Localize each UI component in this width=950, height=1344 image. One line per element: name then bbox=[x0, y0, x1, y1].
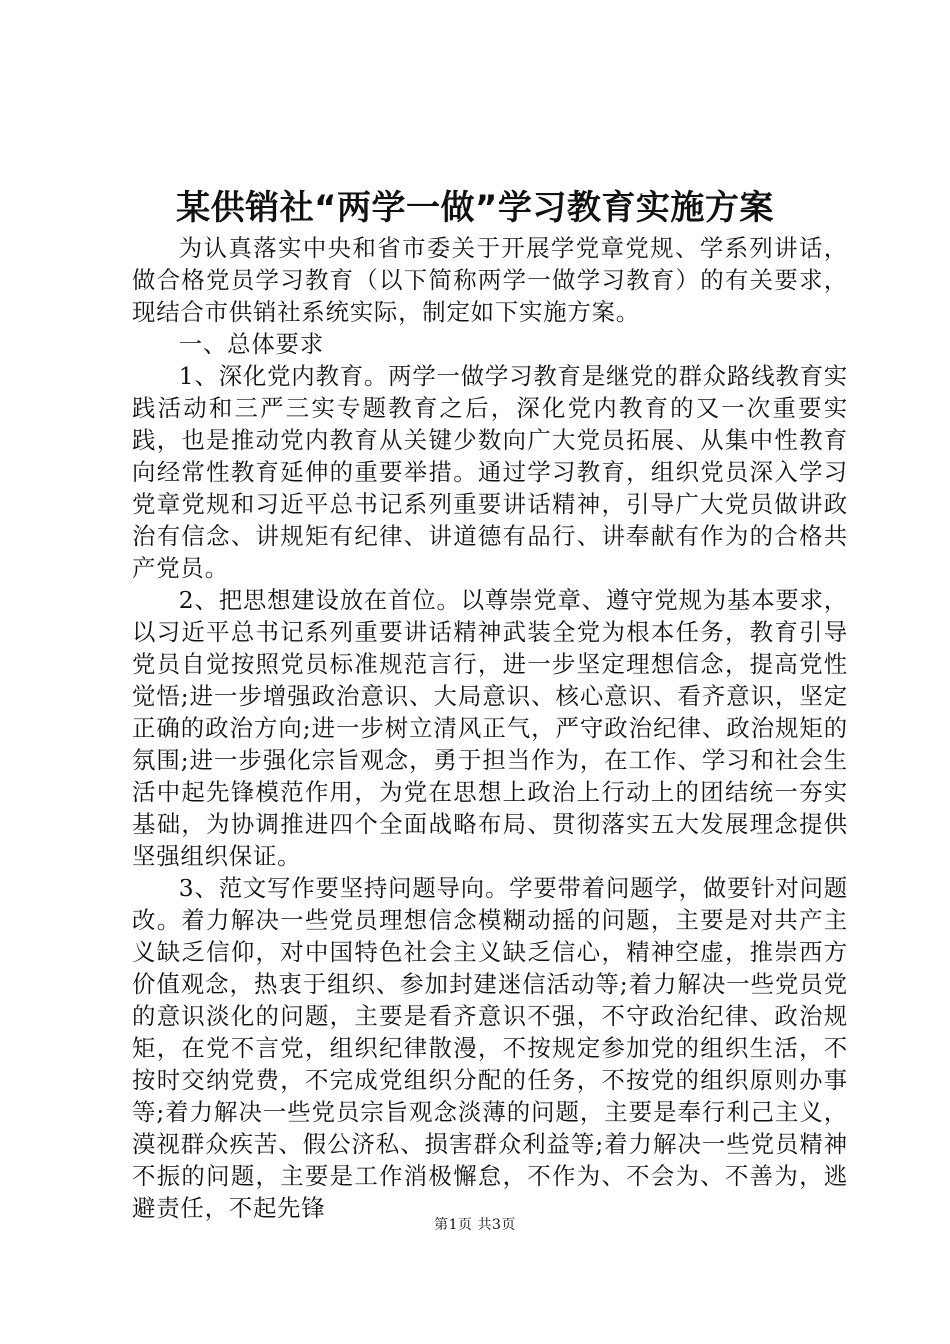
paragraph-item-2: 2、把思想建设放在首位。以尊崇党章、遵守党规为基本要求，以习近平总书记系列重要讲话精神武装全党为根本任务，教育引导党员自觉按照党员标准规范言行，进一步坚定理想信念，提高党性觉悟;进一步增强政治意识、大局意识、核心意识、看齐意识，坚定正确的政治方向;进一步树立清风正气，严守政治纪律、政治规矩的氛围;进一步强化宗旨观念，勇于担当作为，在工作、学习和社会生活中起先锋模范作用，为党在思想上政治上行动上的团结统一夯实基础，为协调推进四个全面战略布局、贯彻落实五大发展理念提供坚强组织保证。 bbox=[132, 586, 848, 870]
paragraph-item-3: 3、范文写作要坚持问题导向。学要带着问题学，做要针对问题改。着力解决一些党员理想信念模糊动摇的问题，主要是对共产主义缺乏信仰，对中国特色社会主义缺乏信心，精神空虚，推崇西方价值观念，热衷于组织、参加封建迷信活动等;着力解决一些党员党的意识淡化的问题，主要是看齐意识不强，不守政治纪律、政治规矩，在党不言党，组织纪律散漫，不按规定参加党的组织生活，不按时交纳党费，不完成党组织分配的任务，不按党的组织原则办事等;着力解决一些党员宗旨观念淡薄的问题，主要是奉行利己主义，漠视群众疾苦、假公济私、损害群众利益等;着力解决一些党员精神不振的问题，主要是工作消极懈怠，不作为、不会为、不善为，逃避责任，不起先锋 bbox=[132, 874, 848, 1222]
page-number-footer: 第1页 共3页 bbox=[434, 1217, 516, 1233]
document-title: 某供销社“两学一做”学习教育实施方案 bbox=[176, 188, 774, 228]
document-body bbox=[132, 232, 848, 1224]
section-heading: 一、总体要求 bbox=[178, 330, 324, 358]
paragraph-intro: 为认真落实中央和省市委关于开展学党章党规、学系列讲话，做合格党员学习教育（以下简称两学一做学习教育）的有关要求，现结合市供销社系统实际，制定如下实施方案。 bbox=[132, 234, 848, 326]
paragraph-item-1: 1、深化党内教育。两学一做学习教育是继党的群众路线教育实践活动和三严三实专题教育之后，深化党内教育的又一次重要实践，也是推动党内教育从关键少数向广大党员拓展、从集中性教育向经常性教育延伸的重要举措。通过学习教育，组织党员深入学习党章党规和习近平总书记系列重要讲话精神，引导广大党员做讲政治有信念、讲规矩有纪律、讲道德有品行、讲奉献有作为的合格共产党员。 bbox=[132, 362, 848, 582]
